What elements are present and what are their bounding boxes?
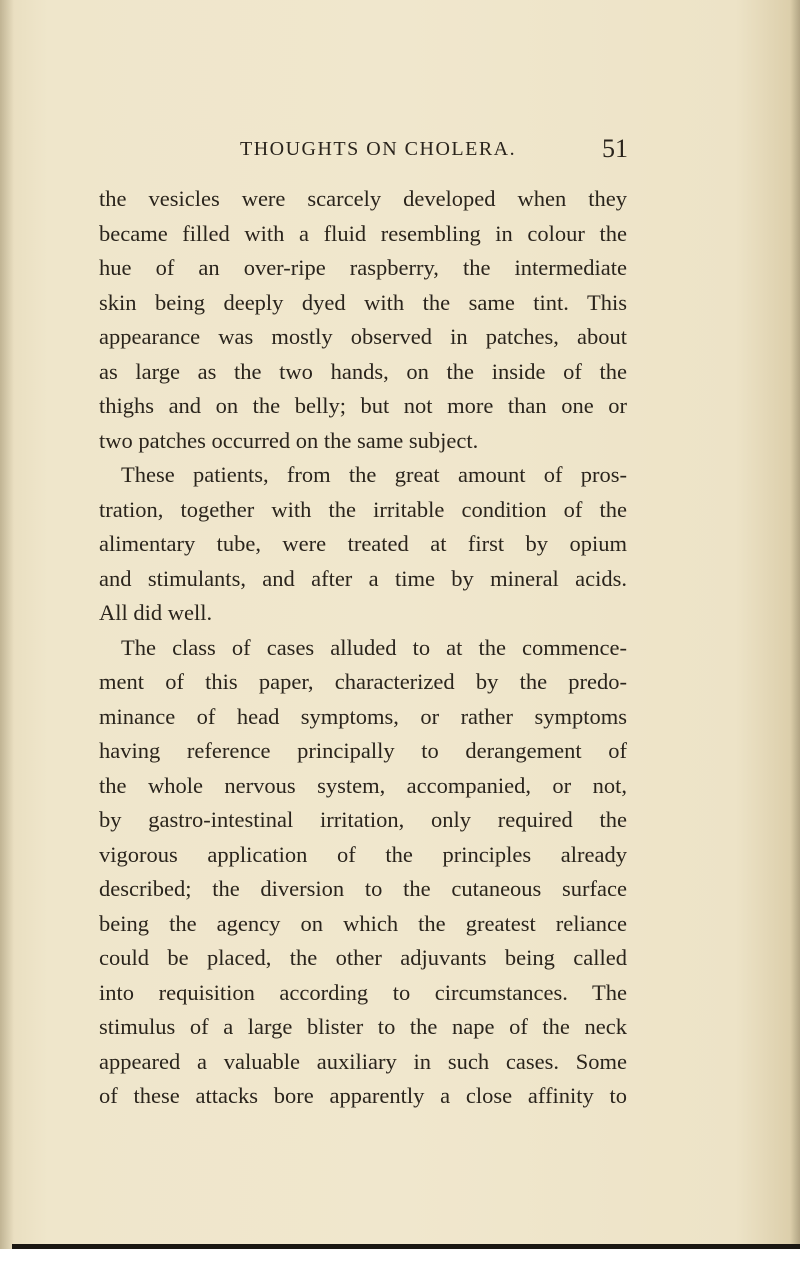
text-line: alimentary tube, were treated at first by opium xyxy=(99,531,627,556)
text-line: thighs and on the belly; but not more than one or xyxy=(99,393,627,418)
text-line: described; the diversion to the cutaneous surface xyxy=(99,876,627,901)
text-line: These patients, from the great amount of pros- xyxy=(121,462,627,487)
page-header xyxy=(0,134,800,164)
text-line: the whole nervous system, accompanied, or not, xyxy=(99,772,627,798)
text-line: into requisition according to circumstances. The xyxy=(99,979,627,1005)
text-line: being the agency on which the greatest reliance xyxy=(99,910,627,936)
page-edge xyxy=(790,0,800,1271)
page-number: 51 xyxy=(602,134,628,163)
text-line: having reference principally to derangement of xyxy=(99,738,627,763)
spine-shadow xyxy=(0,0,14,1271)
text-line: could be placed, the other adjuvants being called xyxy=(99,945,627,970)
text-line: tration, together with the irritable condition of the xyxy=(99,496,627,522)
text-line: appeared a valuable auxiliary in such cases. Some xyxy=(99,1048,627,1074)
text-line: became filled with a fluid resembling in colour the xyxy=(99,220,627,246)
text-line: All did well. xyxy=(99,600,213,625)
text-line: and stimulants, and after a time by mineral acids. xyxy=(99,565,627,591)
text-line: the vesicles were scarcely developed when they xyxy=(99,186,627,211)
text-line: by gastro-intestinal irritation, only required the xyxy=(99,807,627,832)
text-line: stimulus of a large blister to the nape of the neck xyxy=(99,1014,627,1039)
text-line: ment of this paper, characterized by the predo- xyxy=(99,669,627,694)
scan-margin xyxy=(0,1249,800,1271)
text-line: skin being deeply dyed with the same tint. This xyxy=(99,289,627,315)
text-line: as large as the two hands, on the inside of the xyxy=(99,358,627,384)
text-line: of these attacks bore apparently a close affinity to xyxy=(99,1083,627,1108)
text-line: minance of head symptoms, or rather symptoms xyxy=(99,703,627,729)
text-line: vigorous application of the principles already xyxy=(99,841,627,867)
text-line: two patches occurred on the same subject. xyxy=(99,427,479,453)
body-text xyxy=(99,182,627,1114)
text-line: appearance was mostly observed in patches, about xyxy=(99,324,627,349)
text-line: hue of an over-ripe raspberry, the intermediate xyxy=(99,255,627,280)
text-line: The class of cases alluded to at the commence- xyxy=(121,634,627,660)
running-title: THOUGHTS ON CHOLERA. xyxy=(240,138,517,160)
